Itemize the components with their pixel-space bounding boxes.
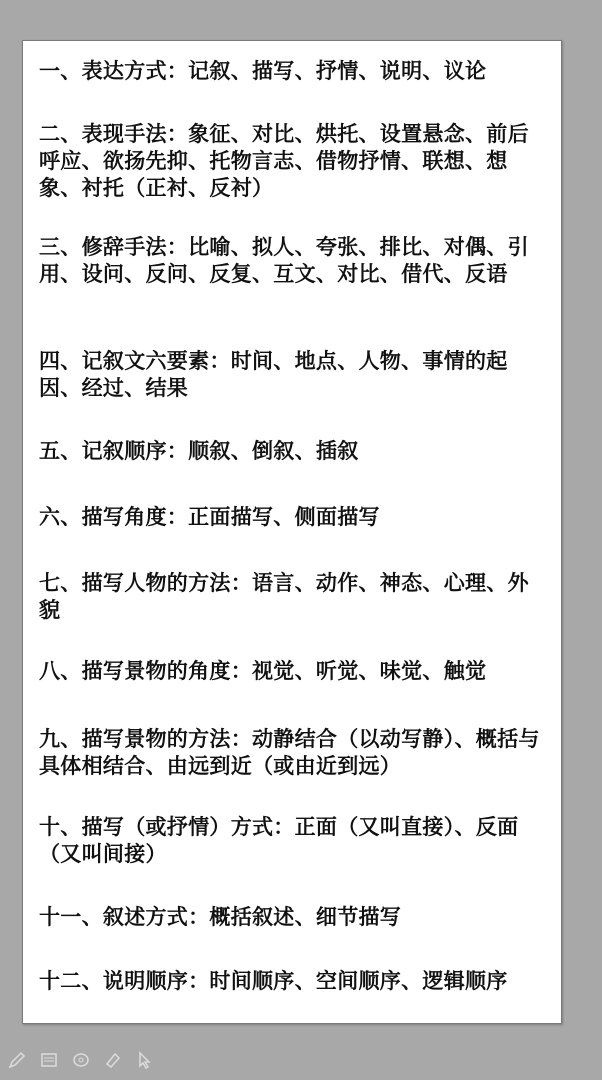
list-item-11: 十一、叙述方式：概括叙述、细节描写 [39,904,402,929]
list-item-6: 六、描写角度：正面描写、侧面描写 [39,504,380,529]
slideshow-toolbar [4,1046,158,1074]
list-item-2: 二、表现手法：象征、对比、烘托、设置悬念、前后呼应、欲扬先抑、托物言志、借物抒情、联想、想象、衬托（正衬、反衬） [39,121,529,200]
list-item-9: 九、描写景物的方法：动静结合（以动写静）、概括与具体相结合、由远到近（或由近到远） [39,726,540,778]
list-item-5: 五、记叙顺序：顺叙、倒叙、插叙 [39,438,359,463]
list-item-8: 八、描写景物的角度：视觉、听觉、味觉、触觉 [39,658,487,683]
eraser-icon[interactable] [68,1047,94,1073]
list-item-1: 一、表达方式：记叙、描写、抒情、说明、议论 [39,58,487,83]
list-item-4: 四、记叙文六要素：时间、地点、人物、事情的起因、经过、结果 [39,348,508,400]
pointer-icon[interactable] [132,1047,158,1073]
list-item-7: 七、描写人物的方法：语言、动作、神态、心理、外貌 [39,570,529,622]
highlighter-icon[interactable] [100,1047,126,1073]
list-item-12: 十二、说明顺序：时间顺序、空间顺序、逻辑顺序 [39,968,508,993]
list-item-10: 十、描写（或抒情）方式：正面（又叫直接）、反面（又叫间接） [39,814,519,866]
list-item-3: 三、修辞手法：比喻、拟人、夸张、排比、对偶、引用、设问、反问、反复、互文、对比、借代、反语 [39,234,529,286]
slide-icon[interactable] [36,1047,62,1073]
document-page [22,40,562,1024]
pen-icon[interactable] [4,1047,30,1073]
